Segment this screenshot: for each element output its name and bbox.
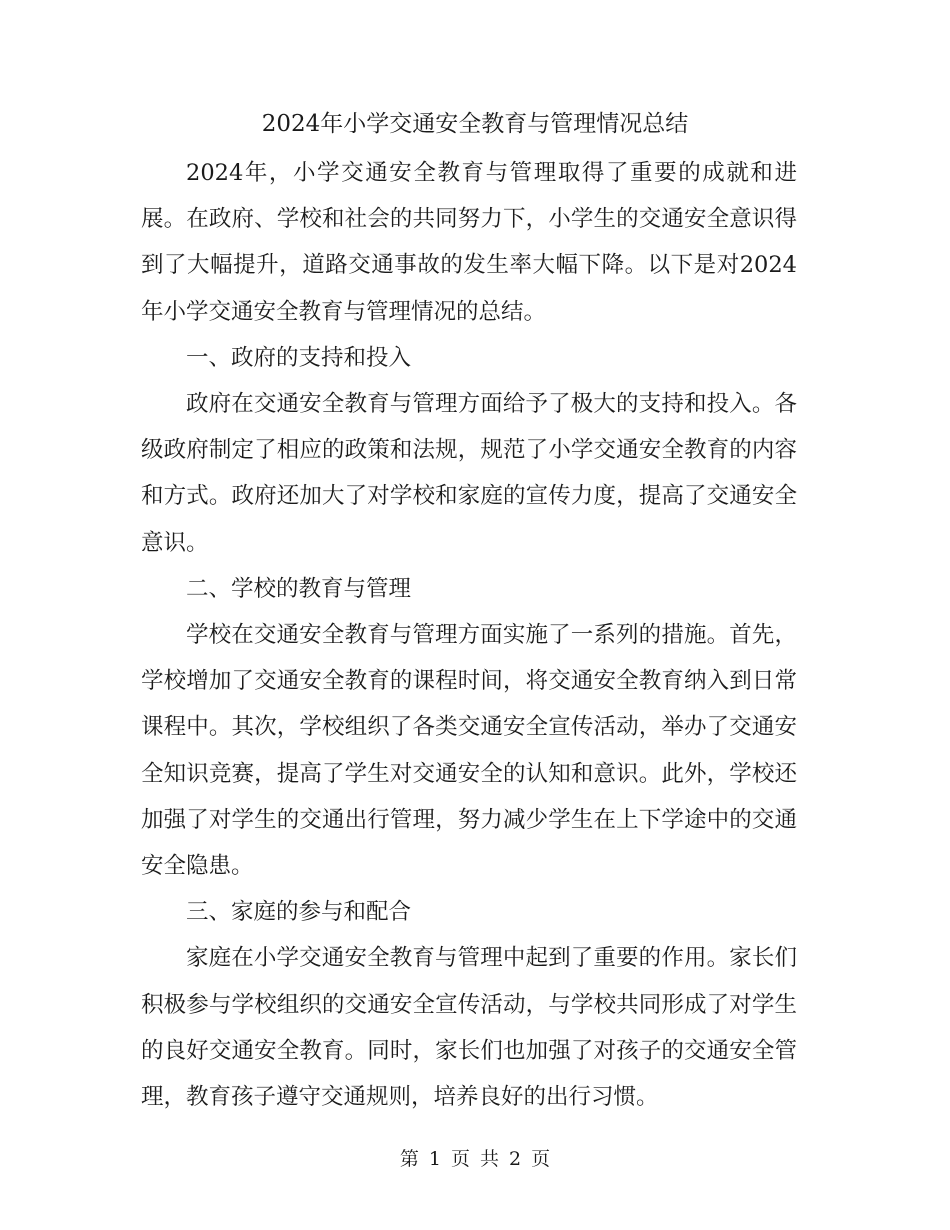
page-footer: 第 1 页 共 2 页 <box>399 1148 551 1170</box>
government-paragraph: 政府在交通安全教育与管理方面给予了极大的支持和投入。各级政府制定了相应的政策和法规，规范了小学交通安全教育的内容和方式。政府还加大了对学校和家庭的宣传力度，提高了交通安全意识。 <box>141 391 797 556</box>
section-heading-school: 二、学校的教育与管理 <box>186 575 412 602</box>
document-body <box>141 150 797 1120</box>
section-heading-family: 三、家庭的参与和配合 <box>186 899 412 926</box>
document-title: 2024年小学交通安全教育与管理情况总结 <box>261 111 689 137</box>
intro-paragraph: 2024年，小学交通安全教育与管理取得了重要的成就和进展。在政府、学校和社会的共同努力下，小学生的交通安全意识得到了大幅提升，道路交通事故的发生率大幅下降。以下是对2024年小学交通安全教育与管理情况的总结。 <box>141 160 797 325</box>
school-paragraph: 学校在交通安全教育与管理方面实施了一系列的措施。首先，学校增加了交通安全教育的课程时间，将交通安全教育纳入到日常课程中。其次，学校组织了各类交通安全宣传活动，举办了交通安全知识竞赛，提高了学生对交通安全的认知和意识。此外，学校还加强了对学生的交通出行管理，努力减少学生在上下学途中的交通安全隐患。 <box>141 622 797 880</box>
section-heading-government: 一、政府的支持和投入 <box>186 344 412 371</box>
family-paragraph: 家庭在小学交通安全教育与管理中起到了重要的作用。家长们积极参与学校组织的交通安全宣传活动，与学校共同形成了对学生的良好交通安全教育。同时，家长们也加强了对孩子的交通安全管理，教育孩子遵守交通规则，培养良好的出行习惯。 <box>141 945 797 1111</box>
